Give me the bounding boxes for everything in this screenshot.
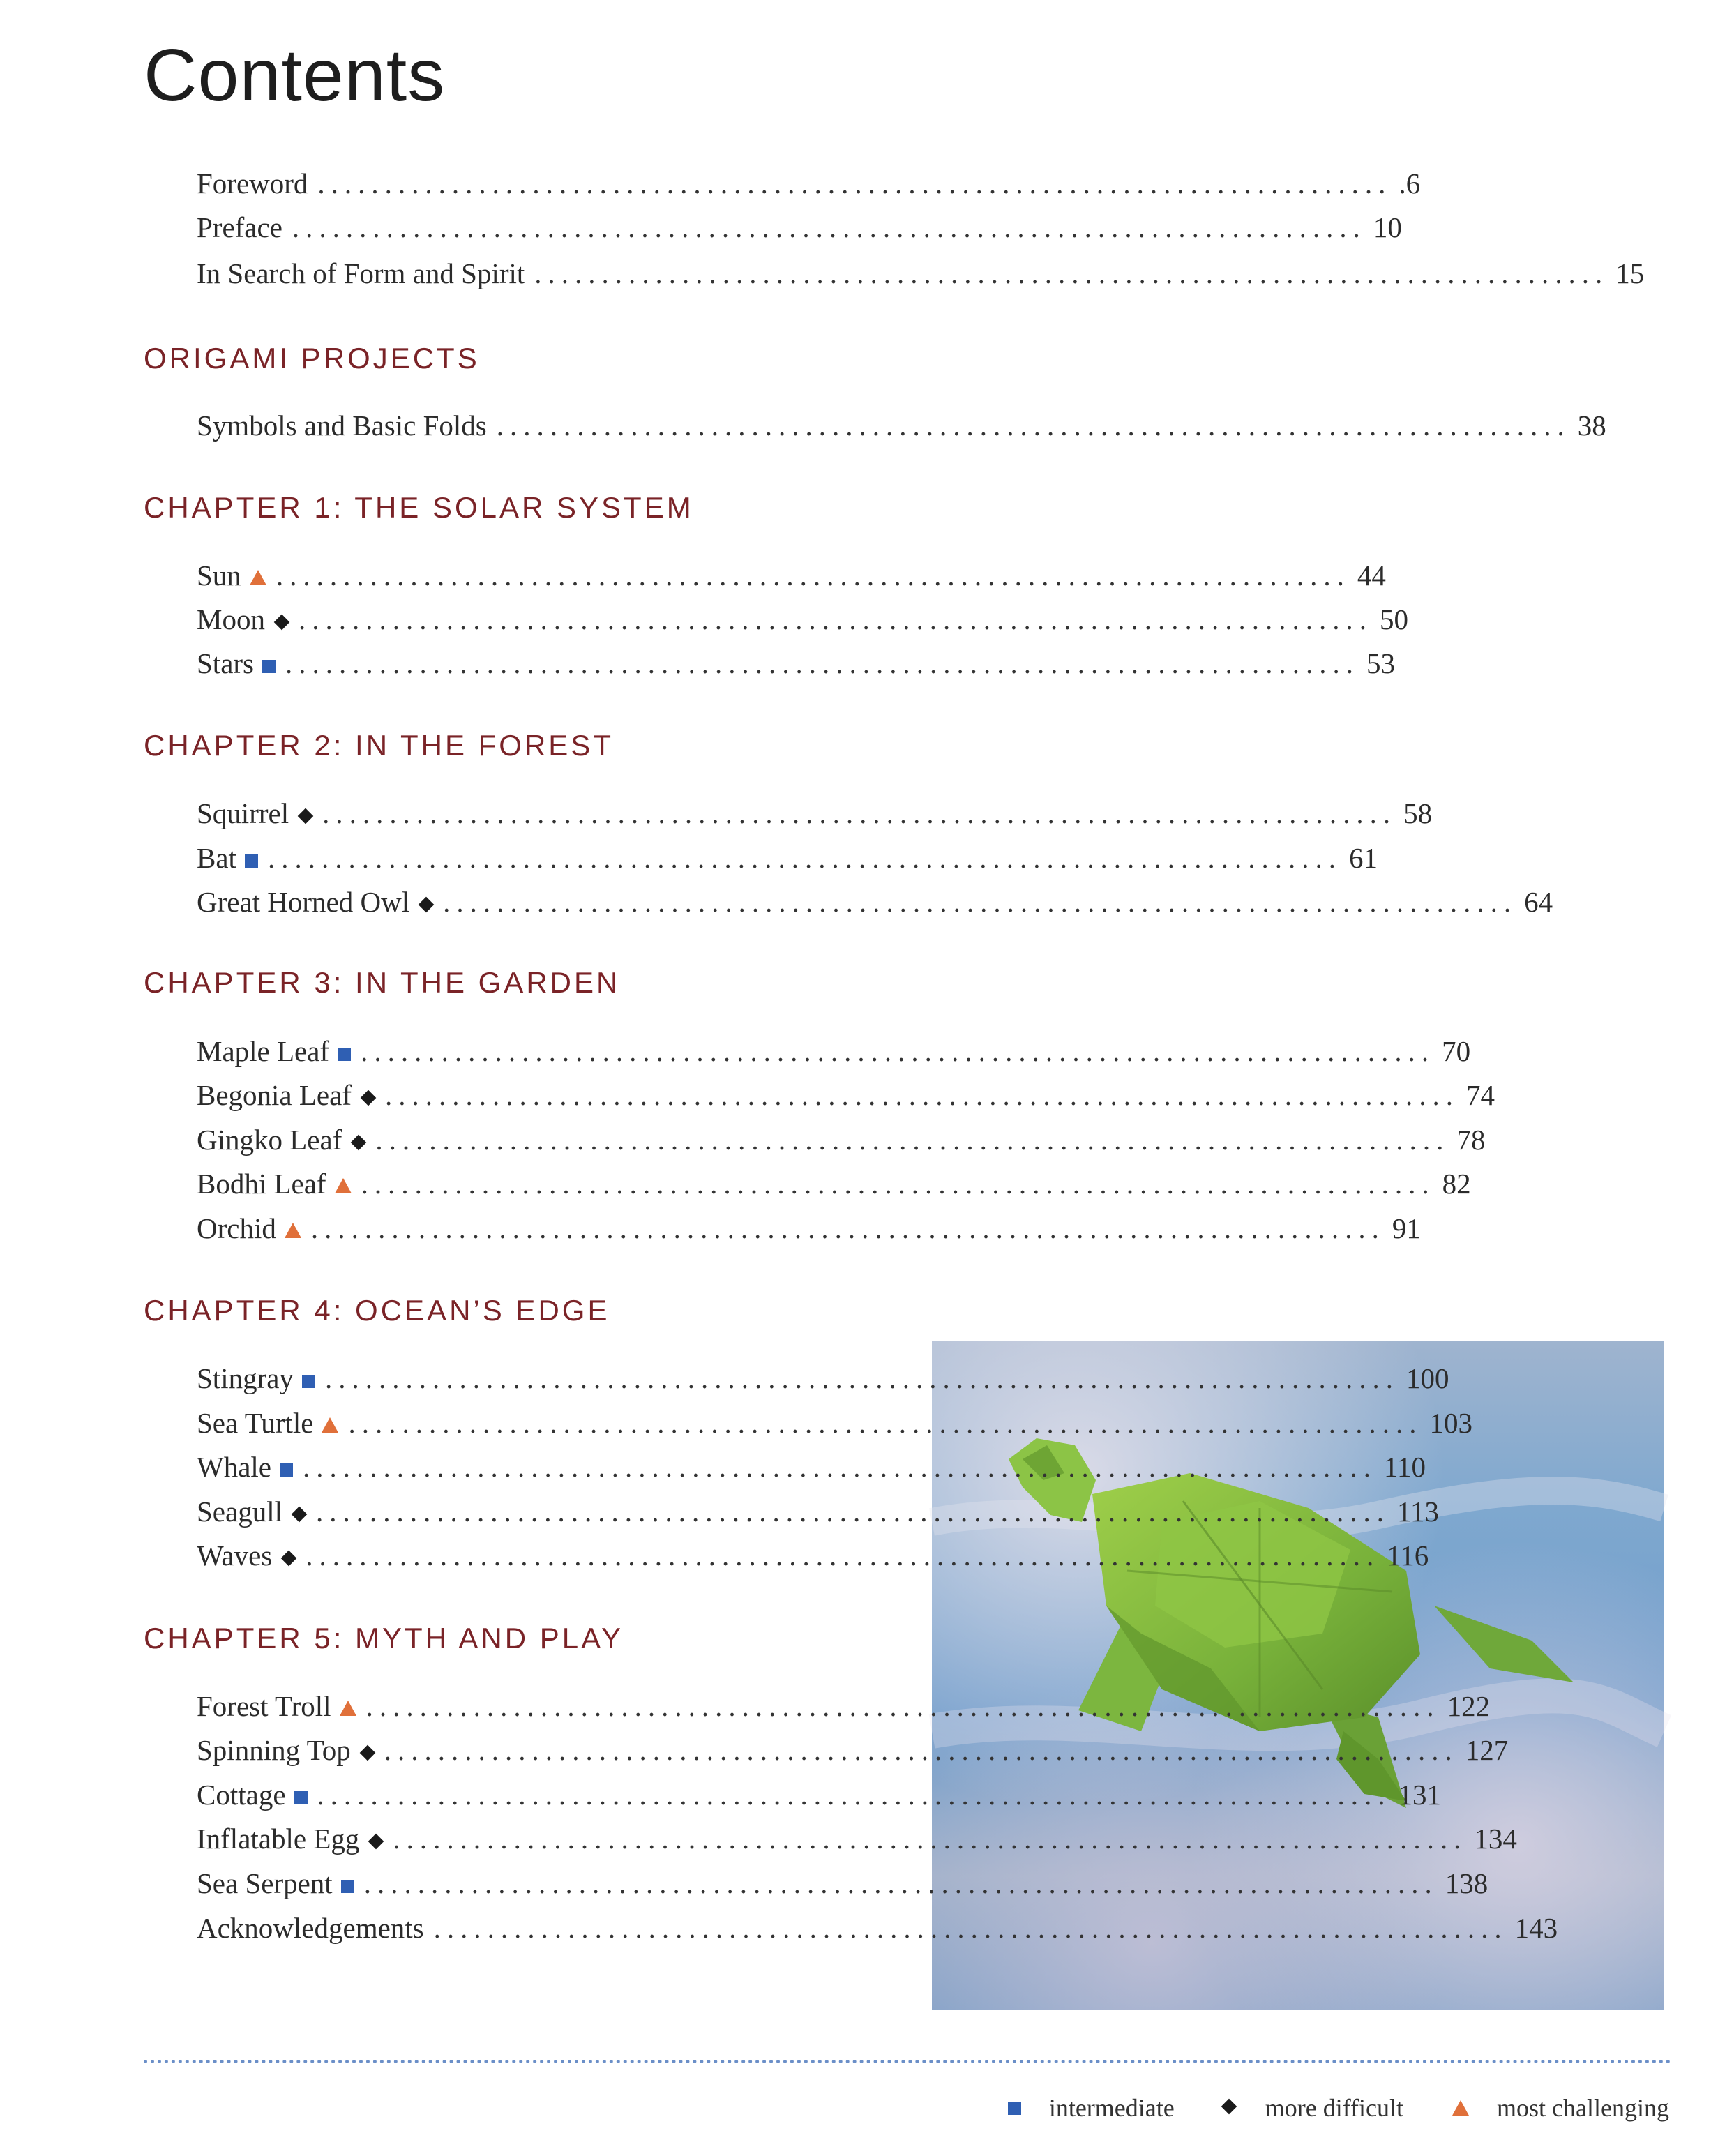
toc-entry	[197, 1862, 1488, 1904]
page-number: 10	[1373, 211, 1402, 243]
page-number: 110	[1383, 1451, 1426, 1483]
toc-entry	[197, 1729, 1509, 1771]
difficulty-legend	[959, 2087, 1669, 2129]
page-number: 127	[1465, 1734, 1509, 1766]
entry-title: Bat	[197, 842, 236, 874]
intermediate-square-icon	[338, 1048, 351, 1061]
intermediate-square-icon	[262, 660, 276, 673]
toc-entry	[197, 881, 1553, 923]
more-difficult-diamond-icon	[419, 897, 435, 913]
toc-entry	[197, 1907, 1558, 1949]
toc-entry	[197, 405, 1606, 446]
more-difficult-diamond-icon	[368, 1834, 384, 1850]
legend-item-triangle	[1452, 2093, 1669, 2123]
legend-item-diamond	[1223, 2093, 1403, 2123]
dot-leader: ................................................................................	[285, 647, 1359, 679]
dot-leader: ................................................................................	[361, 1035, 1435, 1067]
dot-leader: ................................................................................	[302, 1451, 1377, 1483]
entry-title: Seagull	[197, 1495, 282, 1528]
toc-entry	[197, 252, 1645, 294]
entry-title: Squirrel	[197, 797, 289, 829]
toc-entry	[197, 555, 1386, 596]
entry-title: Symbols and Basic Folds	[197, 409, 487, 442]
dot-leader: ................................................................................	[384, 1734, 1459, 1766]
more-difficult-diamond-icon	[292, 1507, 308, 1523]
entry-title: Acknowledgements	[197, 1912, 424, 1944]
page-number: 38	[1577, 409, 1606, 442]
page-number: 78	[1456, 1124, 1486, 1156]
page-number: 134	[1474, 1823, 1517, 1855]
most-challenging-triangle-icon	[335, 1178, 352, 1193]
page-number: 100	[1405, 1362, 1449, 1394]
most-challenging-triangle-icon	[322, 1417, 338, 1433]
more-difficult-diamond-icon	[361, 1090, 377, 1106]
page-number: 116	[1387, 1539, 1429, 1571]
dot-leader: ................................................................................	[375, 1124, 1450, 1156]
page-number: 122	[1447, 1690, 1491, 1722]
toc-entry	[197, 642, 1395, 684]
page-number: 131	[1398, 1779, 1442, 1811]
dot-leader: ................................................................................	[433, 1912, 1508, 1944]
dot-leader: ................................................................................	[310, 1212, 1385, 1244]
page-number: 70	[1442, 1035, 1471, 1067]
dot-leader: ................................................................................	[496, 409, 1571, 442]
intermediate-square-icon	[1008, 2102, 1021, 2115]
entry-title: Cottage	[197, 1779, 286, 1811]
entry-title: Waves	[197, 1539, 273, 1571]
toc-entry	[197, 1535, 1429, 1576]
entry-title: Forest Troll	[197, 1690, 331, 1722]
dot-leader: ................................................................................	[276, 559, 1350, 591]
dot-leader: ................................................................................	[348, 1407, 1423, 1439]
legend-label: intermediate	[1048, 2094, 1175, 2122]
entry-title: Sea Serpent	[197, 1867, 333, 1899]
dot-leader: ................................................................................	[443, 886, 1518, 918]
toc-entry	[197, 1491, 1439, 1532]
intermediate-square-icon	[280, 1463, 293, 1477]
page-number: 91	[1392, 1212, 1421, 1244]
toc-entry	[197, 1774, 1442, 1816]
entry-title: Inflatable Egg	[197, 1823, 360, 1855]
entry-title: Bodhi Leaf	[197, 1168, 326, 1200]
intermediate-square-icon	[294, 1791, 308, 1804]
entry-title: Preface	[197, 211, 282, 243]
more-difficult-diamond-icon	[359, 1745, 375, 1761]
toc-entry	[197, 1163, 1471, 1205]
toc-entry	[197, 1357, 1449, 1399]
entry-title: Whale	[197, 1451, 271, 1483]
page-number: 103	[1429, 1407, 1472, 1439]
most-challenging-triangle-icon	[250, 570, 266, 585]
dot-leader: ................................................................................	[365, 1690, 1440, 1722]
section-heading: CHAPTER 5: MYTH AND PLAY	[144, 1622, 624, 1654]
dot-leader: ................................................................................	[306, 1539, 1380, 1571]
dot-leader: ................................................................................	[384, 1079, 1459, 1111]
entry-title: Maple Leaf	[197, 1035, 330, 1067]
most-challenging-triangle-icon	[1452, 2100, 1469, 2116]
page-number: 50	[1379, 603, 1408, 635]
toc-entry	[197, 1446, 1426, 1488]
entry-title: Spinning Top	[197, 1734, 351, 1766]
entry-title: Gingko Leaf	[197, 1124, 342, 1156]
intermediate-square-icon	[245, 854, 258, 868]
toc-entry	[197, 837, 1378, 879]
section-heading: CHAPTER 2: IN THE FOREST	[144, 729, 614, 762]
page-number: 64	[1524, 886, 1553, 918]
entry-title: Moon	[197, 603, 265, 635]
page-number: 44	[1357, 559, 1386, 591]
page-number: .6	[1399, 167, 1421, 199]
toc-entry	[197, 1685, 1491, 1727]
toc-entry	[197, 1207, 1421, 1249]
toc-entry	[197, 206, 1402, 248]
most-challenging-triangle-icon	[285, 1223, 301, 1238]
page-number: 82	[1442, 1168, 1471, 1200]
page-number: 113	[1396, 1495, 1439, 1528]
dot-leader: ................................................................................	[322, 797, 1397, 829]
entry-title: In Search of Form and Spirit	[197, 257, 525, 289]
dot-leader: ................................................................................	[324, 1362, 1399, 1394]
entry-title: Sun	[197, 559, 241, 591]
entry-title: Orchid	[197, 1212, 276, 1244]
legend-item-square	[1008, 2093, 1175, 2123]
page-number: 143	[1514, 1912, 1558, 1944]
dot-leader: ................................................................................	[267, 842, 1342, 874]
page-number: 53	[1366, 647, 1395, 679]
dot-leader: ................................................................................	[315, 1495, 1390, 1528]
more-difficult-diamond-icon	[351, 1135, 367, 1151]
section-heading: ORIGAMI PROJECTS	[144, 342, 480, 375]
legend-label: most challenging	[1497, 2094, 1669, 2122]
footer-dotted-rule	[144, 2060, 1671, 2063]
entry-title: Stars	[197, 647, 254, 679]
toc-entry	[197, 163, 1421, 204]
dot-leader: ................................................................................	[534, 257, 1609, 289]
page-number: 58	[1403, 797, 1433, 829]
more-difficult-diamond-icon	[1221, 2099, 1237, 2115]
toc-entry	[197, 792, 1433, 834]
section-heading: CHAPTER 1: THE SOLAR SYSTEM	[144, 491, 694, 524]
page-number: 74	[1465, 1079, 1495, 1111]
page-number: 138	[1445, 1867, 1488, 1899]
toc-entry	[197, 1818, 1517, 1860]
intermediate-square-icon	[302, 1375, 315, 1388]
page-number: 15	[1615, 257, 1645, 289]
dot-leader: ................................................................................	[298, 603, 1373, 635]
most-challenging-triangle-icon	[340, 1701, 356, 1716]
dot-leader: ................................................................................	[393, 1823, 1468, 1855]
entry-title: Stingray	[197, 1362, 294, 1394]
more-difficult-diamond-icon	[281, 1551, 297, 1567]
entry-title: Foreword	[197, 167, 308, 199]
section-heading: CHAPTER 4: OCEAN’S EDGE	[144, 1294, 610, 1327]
toc-entry	[197, 1119, 1486, 1161]
dot-leader: ................................................................................	[292, 211, 1366, 243]
intermediate-square-icon	[341, 1880, 354, 1893]
entry-title: Begonia Leaf	[197, 1079, 352, 1111]
more-difficult-diamond-icon	[298, 808, 314, 824]
page-title: Contents	[144, 34, 446, 116]
dot-leader: ................................................................................	[317, 167, 1392, 199]
dot-leader: ................................................................................	[317, 1779, 1392, 1811]
entry-title: Sea Turtle	[197, 1407, 314, 1439]
legend-label: more difficult	[1265, 2094, 1404, 2122]
page-number: 61	[1348, 842, 1378, 874]
entry-title: Great Horned Owl	[197, 886, 410, 918]
toc-entry	[197, 1074, 1495, 1116]
more-difficult-diamond-icon	[274, 615, 290, 631]
dot-leader: ................................................................................	[363, 1867, 1438, 1899]
toc-entry	[197, 1030, 1471, 1072]
toc-entry	[197, 1402, 1472, 1444]
dot-leader: ................................................................................	[361, 1168, 1435, 1200]
section-heading: CHAPTER 3: IN THE GARDEN	[144, 966, 621, 999]
toc-entry	[197, 598, 1408, 640]
